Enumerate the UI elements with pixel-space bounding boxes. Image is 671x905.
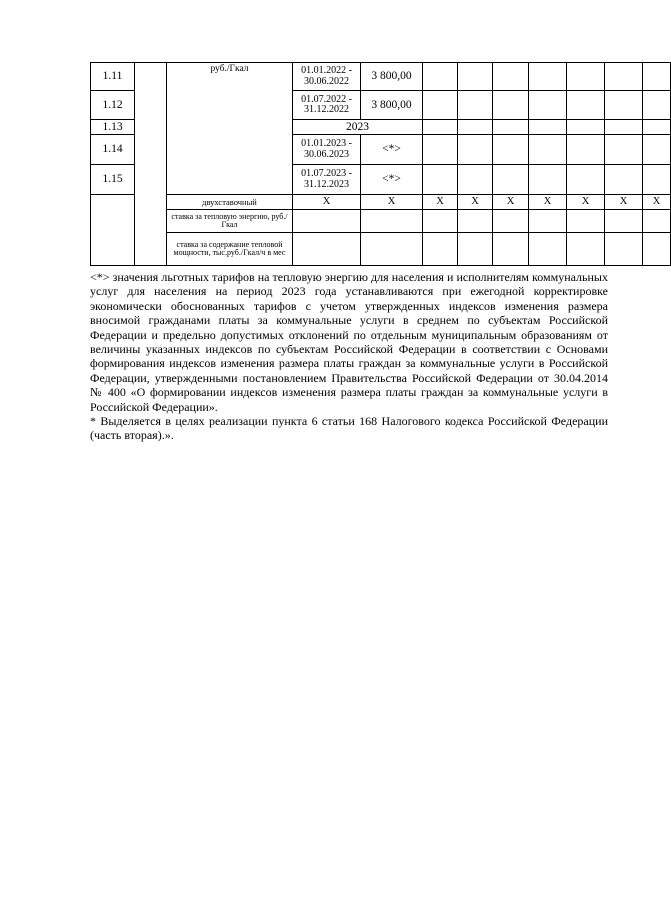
x-mark: X [293,195,361,210]
period-cell: 01.01.2023 - 30.06.2023 [293,135,361,165]
two-part-label: двухставочный [167,195,293,210]
table-row [91,210,671,233]
footnotes [90,270,608,443]
price-cell: <*> [361,135,423,165]
x-mark: X [493,195,529,210]
row-number: 1.15 [91,165,135,195]
row-number: 1.14 [91,135,135,165]
table-row [91,233,671,266]
table-row [91,63,671,91]
capacity-rate-label: ставка за содержание тепловой мощности, тыс.руб./Гкал/ч в мес [167,233,293,266]
x-mark: X [605,195,643,210]
period-cell: 01.01.2022 - 30.06.2022 [293,63,361,91]
x-mark: X [423,195,458,210]
footnote-tariff: <*> значения льготных тарифов на тепловую энергию для населения и исполнителям коммунальных услуг для населения на период 2023 года устанавливаются при ежегодной корректировке экономически обоснованных тарифов с учетом утвержденных индексов изменения размера вносимой гражданами платы за коммунальные услуги в среднем по субъектам Российской Федерации и предельно допустимых отклонений по отдельным муниципальным образованиям от величины указанных индексов по субъектам Российской Федерации в соответствии с Основами формирования индексов изменения размера платы граждан за коммунальные услуги в Российской Федерации, утвержденными постановлением Правительства Российской Федерации от 30.04.2014 № 400 «О формировании индексов изменения размера платы граждан за коммунальные услуги в Российской Федерации». [90,270,608,414]
x-mark: X [643,195,671,210]
price-cell: 3 800,00 [361,91,423,120]
year-cell: 2023 [293,120,423,135]
period-cell: 01.07.2022 - 31.12.2022 [293,91,361,120]
heat-rate-label: ставка за тепловую энергию, руб./Гкал [167,210,293,233]
table-row [91,195,671,210]
row-number: 1.12 [91,91,135,120]
empty-cell [135,63,167,266]
x-mark: X [361,195,423,210]
empty-cell [91,195,135,266]
period-cell: 01.07.2023 - 31.12.2023 [293,165,361,195]
tariff-table [90,62,671,266]
x-mark: X [458,195,493,210]
price-cell: <*> [361,165,423,195]
row-number: 1.11 [91,63,135,91]
x-mark: X [567,195,605,210]
x-mark: X [529,195,567,210]
unit-cell: руб./Гкал [167,63,293,195]
price-cell: 3 800,00 [361,63,423,91]
row-number: 1.13 [91,120,135,135]
footnote-tax: * Выделяется в целях реализации пункта 6 статьи 168 Налогового кодекса Российской Федерации (часть вторая).». [90,414,608,443]
